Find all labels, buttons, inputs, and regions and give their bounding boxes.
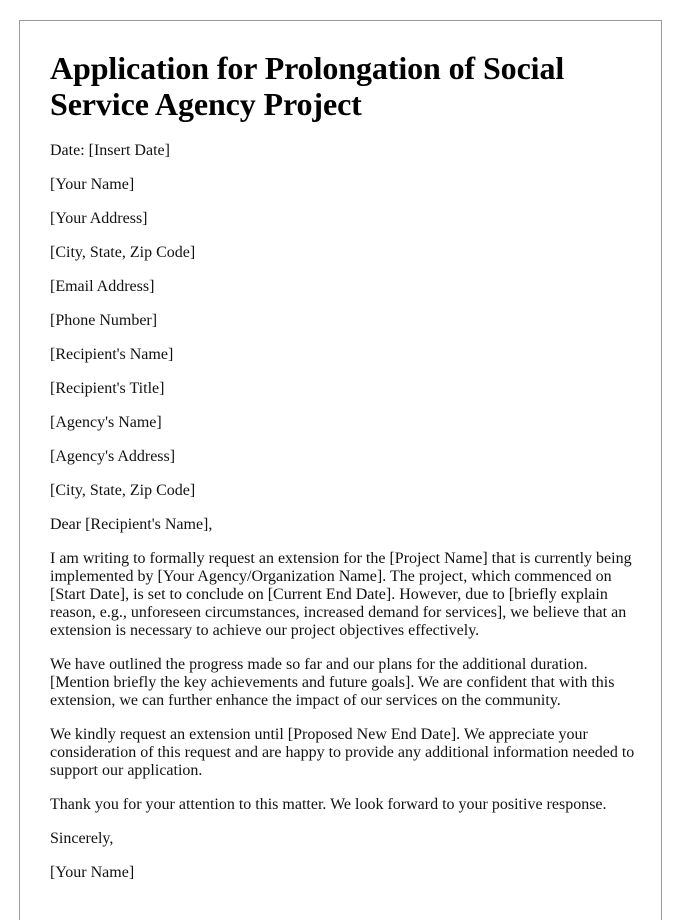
body-paragraph-extension: We kindly request an extension until [Proposed New End Date]. We appreciate your consideration of this request and are happy to provide any additional information needed to support our application. [50, 726, 635, 779]
recipient-agency-name: [Agency's Name] [50, 414, 162, 431]
letter-title: Application for Prolongation of Social Service Agency Project [50, 50, 565, 122]
recipient-title: [Recipient's Title] [50, 380, 165, 397]
letter-content [50, 50, 640, 898]
closing: Sincerely, [50, 830, 114, 847]
sender-address: [Your Address] [50, 210, 148, 227]
salutation: Dear [Recipient's Name], [50, 516, 213, 533]
letter-page [19, 20, 662, 920]
sender-name: [Your Name] [50, 176, 135, 193]
sender-phone: [Phone Number] [50, 312, 158, 329]
date-line: Date: [Insert Date] [50, 142, 170, 159]
body-paragraph-thanks: Thank you for your attention to this matter. We look forward to your positive response. [50, 796, 607, 813]
body-paragraph-progress: We have outlined the progress made so far and our plans for the additional duration. [Mention briefly the key achievements and future goals]. We are confident that with this extension, we can further enhance the impact of our services on the community. [50, 656, 615, 709]
body-paragraph-request: I am writing to formally request an extension for the [Project Name] that is currently being implemented by [Your Agency/Organization Name]. The project, which commenced on [Start Date], is set to conclude on [Current End Date]. However, due to [briefly explain reason, e.g., unforeseen circumstances, increased demand for services], we believe that an extension is necessary to achieve our project objectives effectively. [50, 550, 632, 639]
sender-email: [Email Address] [50, 278, 155, 295]
recipient-city-state-zip: [City, State, Zip Code] [50, 482, 196, 499]
recipient-agency-address: [Agency's Address] [50, 448, 176, 465]
sender-city-state-zip: [City, State, Zip Code] [50, 244, 196, 261]
recipient-name: [Recipient's Name] [50, 346, 174, 363]
signature: [Your Name] [50, 864, 135, 881]
